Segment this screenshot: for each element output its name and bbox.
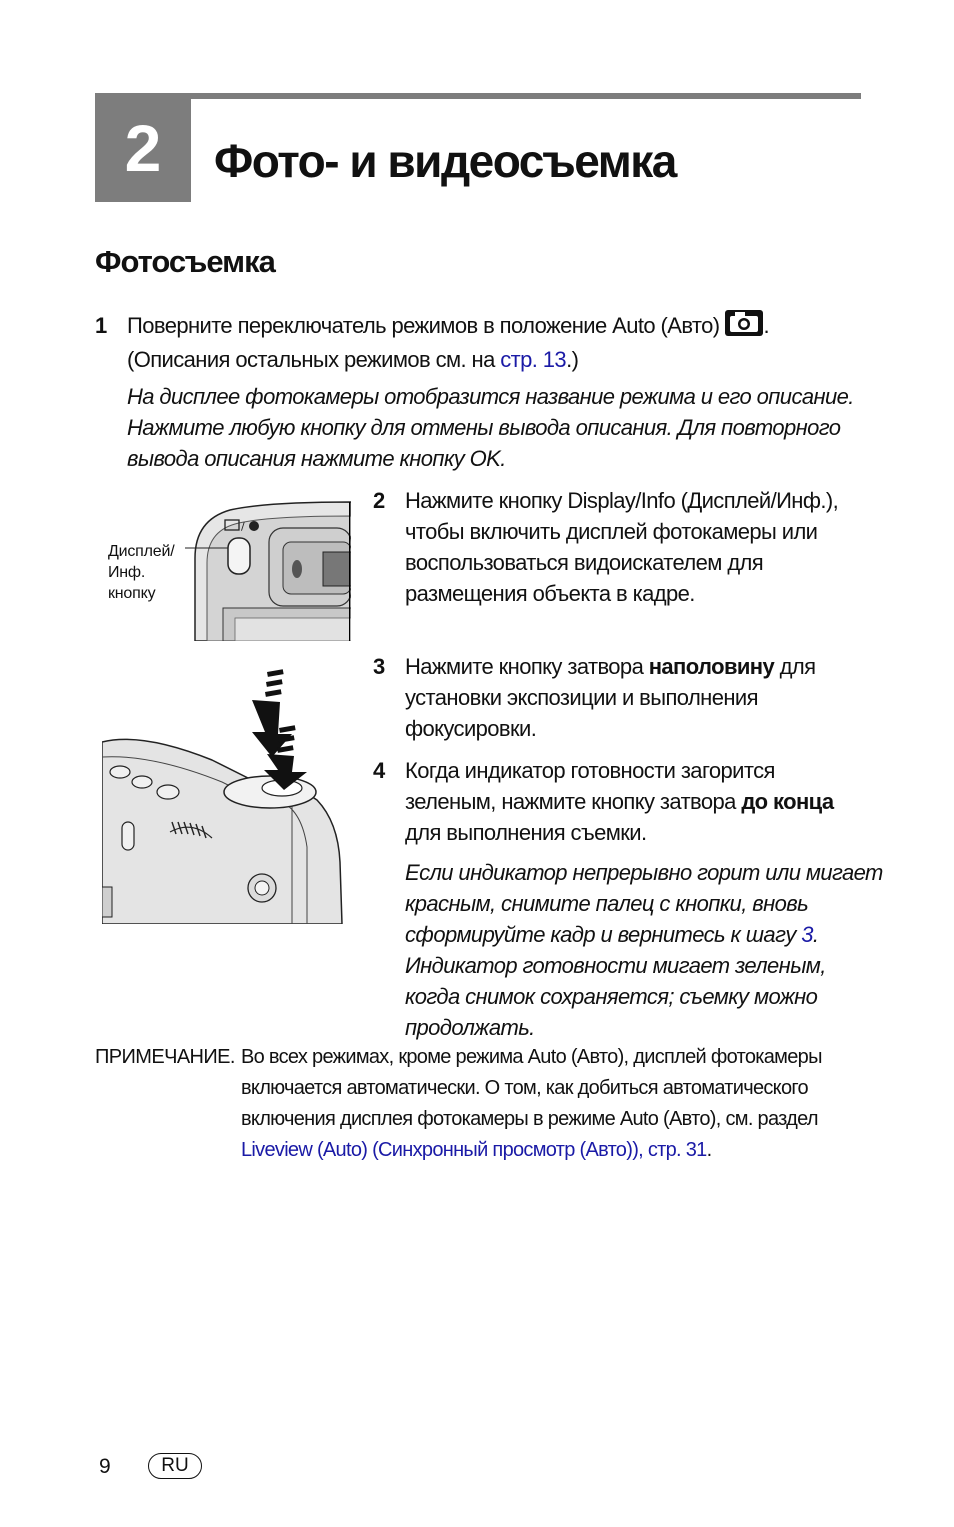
chapter-number: 2 <box>95 93 191 202</box>
step-2-number: 2 <box>373 488 386 513</box>
step-3-text: Нажмите кнопку затвора наполовину для установки экспозиции и выполнения фокусировки. <box>405 654 816 741</box>
step-3-link[interactable]: 3 <box>801 922 813 947</box>
figure1-edge <box>349 502 350 641</box>
display-button-callout: Дисплей/ Инф. кнопку <box>108 543 175 602</box>
liveview-link[interactable]: Liveview (Auto) (Синхронный просмотр (Авто)), стр. 31 <box>241 1139 707 1161</box>
note-text: Во всех режимах, кроме режима Auto (Авто), дисплей фотокамеры включается автоматически. О том, как добиться автоматического включения дисплея фотокамеры в режиме Auto (Авто), см. раздел Liveview (Auto) (Синхронный просмотр (Авто)), стр. 31. <box>241 1046 822 1161</box>
step-1-note: На дисплее фотокамеры отобразится название режима и его описание. Нажмите любую кнопку для отмены вывода описания. Для повторного вывода описания нажмите кнопку OK. <box>127 384 854 471</box>
svg-text:/: / <box>241 520 245 533</box>
camera-back-illustration <box>185 498 351 641</box>
page-number: 9 <box>99 1455 111 1478</box>
step-2-text: Нажмите кнопку Display/Info (Дисплей/Инф.), чтобы включить дисплей фотокамеры или воспользоваться видоискателем для размещения объекта в кадре. <box>405 488 839 606</box>
step-4-note: Если индикатор непрерывно горит или мигает красным, снимите палец с кнопки, вновь сформируйте кадр и вернитесь к шагу 3. Индикатор готовности мигает зеленым, когда снимок сохраняется; съемку можно продолжать. <box>405 860 883 1040</box>
chapter-title: Фото- и видеосъемка <box>214 135 676 187</box>
chapter-rule <box>190 93 861 99</box>
step-4-text: Когда индикатор готовности загорится зеленым, нажмите кнопку затвора до конца для выполнения съемки. <box>405 758 834 845</box>
section-title: Фотосъемка <box>95 244 275 279</box>
step-1-text: Поверните переключатель режимов в положение Auto (Авто) . (Описания остальных режимов см. на стр. 13.) <box>127 310 769 375</box>
shutter-press-illustration <box>102 662 343 924</box>
camera-icon <box>725 310 763 344</box>
step-1-number: 1 <box>95 313 108 338</box>
language-badge: RU <box>148 1453 202 1479</box>
page-13-link[interactable]: стр. 13 <box>500 347 567 372</box>
step-4-number: 4 <box>373 758 386 783</box>
note-label: ПРИМЕЧАНИЕ. <box>95 1046 235 1068</box>
step-3-number: 3 <box>373 654 386 679</box>
